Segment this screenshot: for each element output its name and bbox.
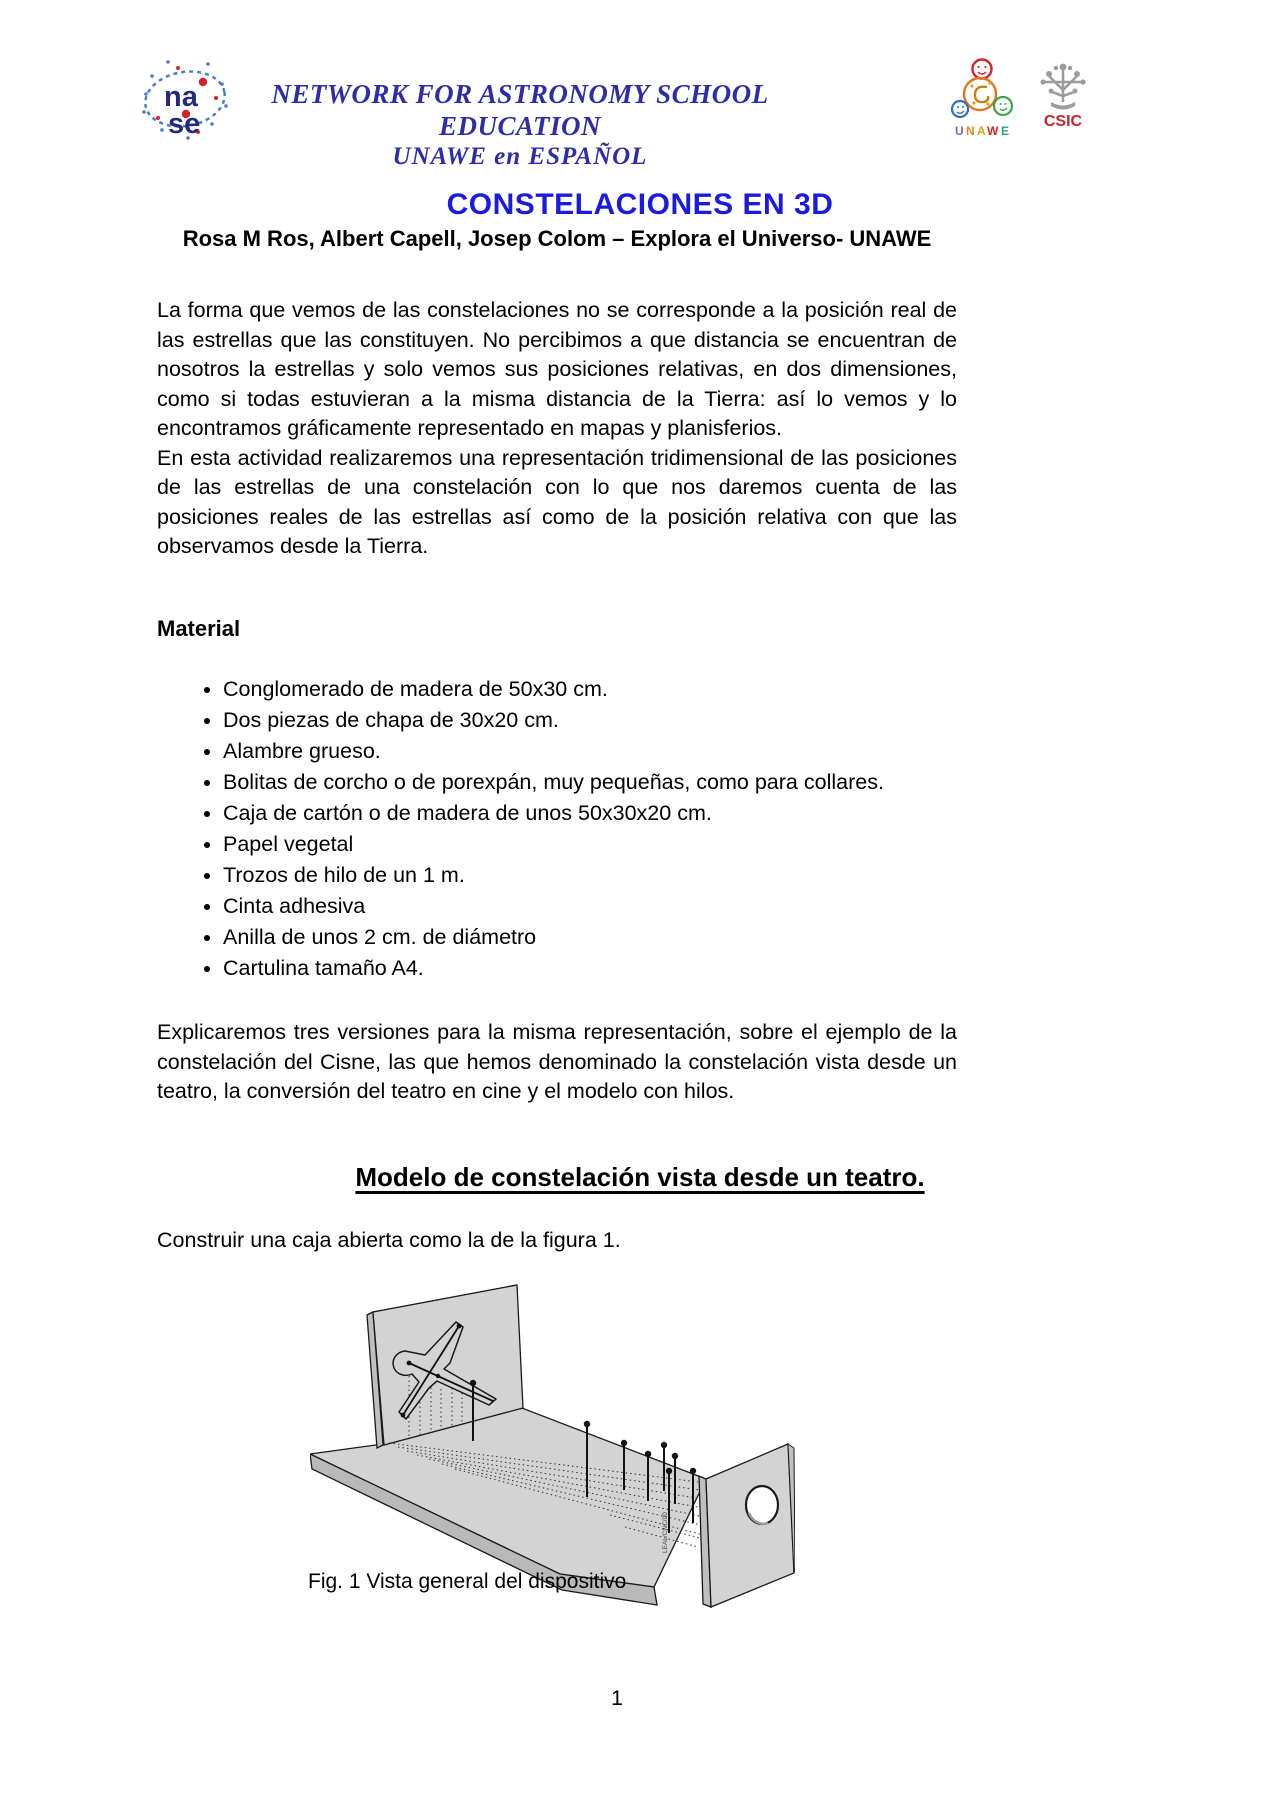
unawe-letter-w: W	[987, 124, 999, 138]
material-item: • Caja de cartón o de madera de unos 50x30x20 cm.	[223, 798, 1013, 829]
section-intro: Construir una caja abierta como la de la figura 1.	[157, 1228, 621, 1252]
material-item: • Cartulina tamaño A4.	[223, 953, 1013, 984]
material-item: • Bolitas de corcho o de porexpán, muy pequeñas, como para collares.	[223, 767, 1013, 798]
header-organization	[210, 78, 830, 172]
csic-logo	[1034, 56, 1092, 130]
versions-paragraph: Explicaremos tres versiones para la misma representación, sobre el ejemplo de la constelación del Cisne, las que hemos denominado la constelación vista desde un teatro, la conversión del teatro en cine y el modelo con hilos.	[157, 1020, 957, 1103]
intro-paragraph-1: La forma que vemos de las constelaciones no se corresponde a la posición real de las estrellas que las constituyen. No percibimos a que distancia se encuentran de nosotros la estrellas y solo vemos sus posiciones relativas, en dos dimensiones, como si todas estuvieran a la misma distancia de la Tierra: así lo vemos y lo encontramos gráficamente representado en mapas y planisferios.	[157, 298, 957, 440]
figure-1-caption: Fig. 1 Vista general del dispositivo	[308, 1570, 627, 1593]
unawe-letter-e: E	[1001, 124, 1010, 138]
material-item: • Papel vegetal	[223, 829, 1013, 860]
figure-signature: LEAL/CNC/00	[662, 1512, 669, 1553]
material-item: • Alambre grueso.	[223, 736, 1013, 767]
page-number: 1	[611, 1686, 623, 1710]
material-item: • Cinta adhesiva	[223, 891, 1013, 922]
unawe-letter-a: A	[977, 124, 986, 138]
nase-letters-bottom: se	[168, 108, 201, 140]
material-item: • Dos piezas de chapa de 30x20 cm.	[223, 705, 1013, 736]
unawe-logo	[950, 56, 1014, 140]
intro-section	[157, 296, 957, 562]
material-item: • Conglomerado de madera de 50x30 cm.	[223, 674, 1013, 705]
material-item: • Anilla de unos 2 cm. de diámetro	[223, 922, 1013, 953]
figure-1	[310, 1275, 795, 1620]
section-heading: Modelo de constelación vista desde un teatro.	[355, 1162, 925, 1192]
unawe-logo-graphic	[950, 56, 1014, 140]
material-list	[157, 674, 1013, 984]
header-org-subtitle: UNAWE en ESPAÑOL	[392, 143, 648, 170]
material-heading: Material	[157, 616, 241, 641]
page-title: CONSTELACIONES EN 3D	[446, 188, 834, 221]
material-item: • Trozos de hilo de un 1 m.	[223, 860, 1013, 891]
nase-letters-top: na	[164, 81, 198, 113]
header-org-name: NETWORK FOR ASTRONOMY SCHOOL EDUCATION	[271, 79, 769, 141]
figure-1-drawing	[310, 1275, 795, 1620]
intro-paragraph-2: En esta actividad realizaremos una representación tridimensional de las posiciones de las estrellas de una constelación con lo que nos daremos cuenta de las posiciones reales de las estrellas así como de la posición relativa con que las observamos desde la Tierra.	[157, 445, 957, 558]
authors-line: Rosa M Ros, Albert Capell, Josep Colom – Explora el Universo- UNAWE	[182, 226, 932, 251]
csic-label: CSIC	[1043, 113, 1083, 130]
unawe-letter-u: U	[955, 124, 964, 138]
csic-logo-graphic	[1034, 56, 1092, 130]
unawe-letter-n: N	[966, 124, 975, 138]
